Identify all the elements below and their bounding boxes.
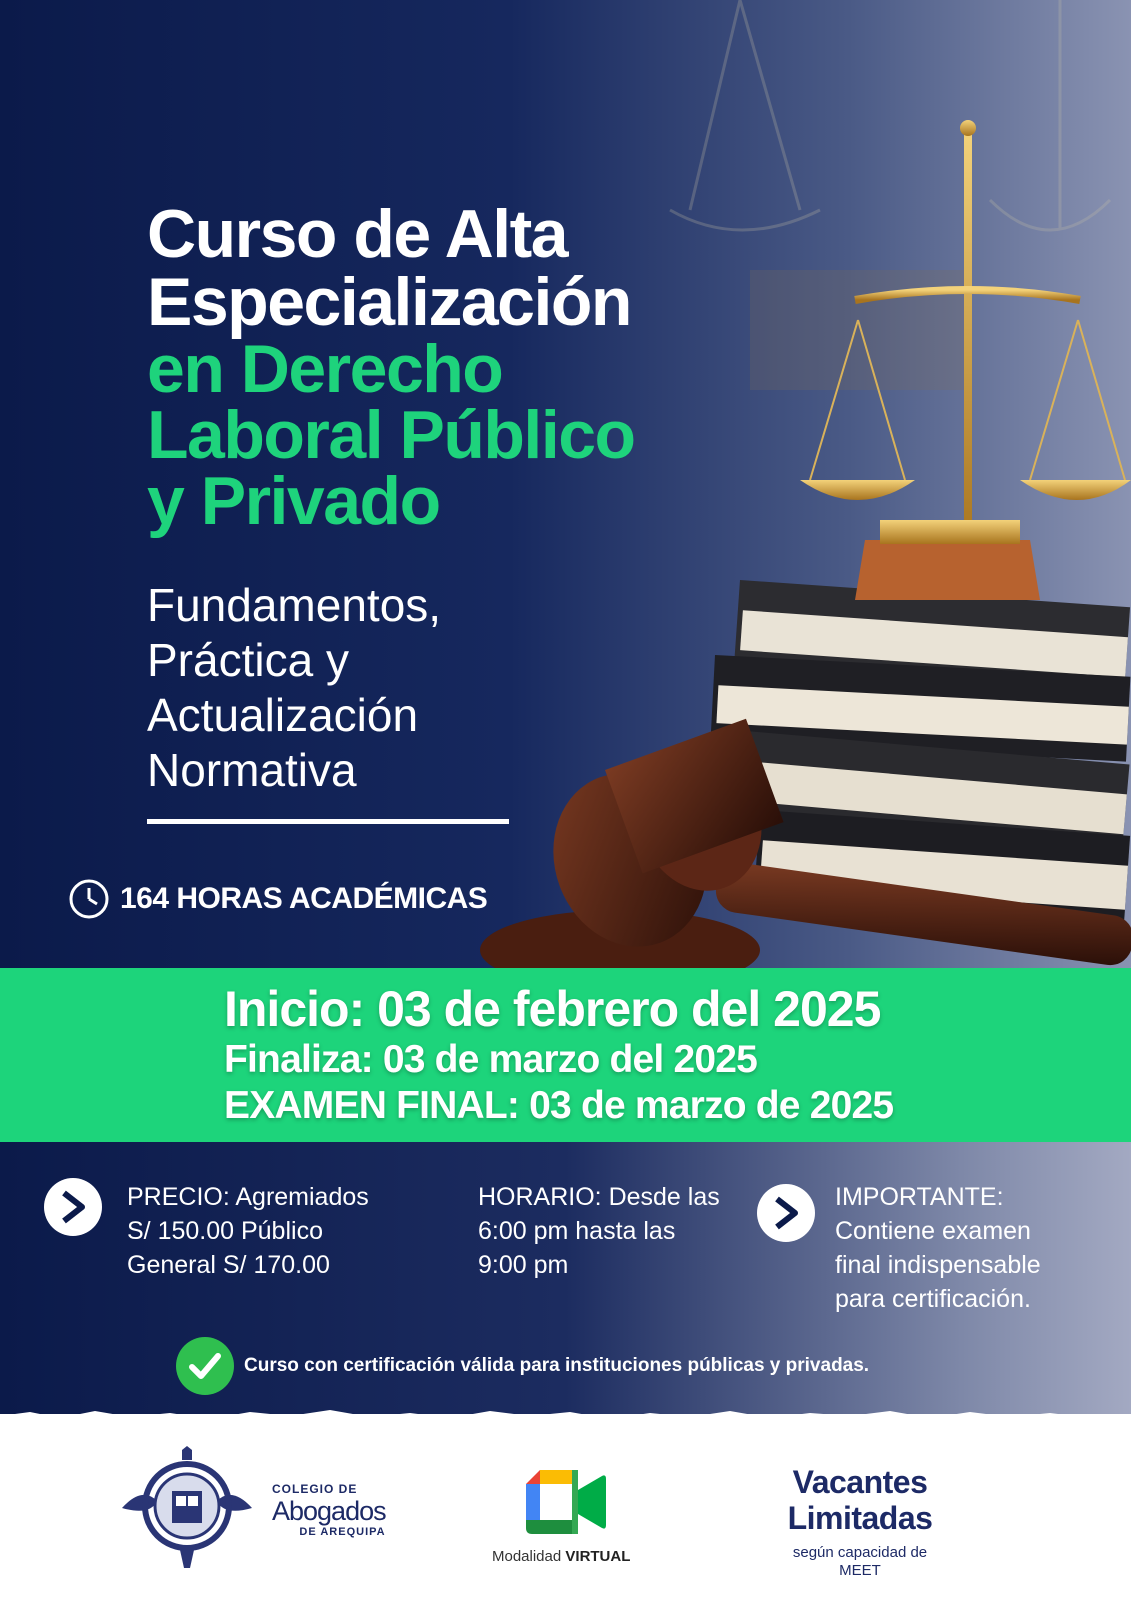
vacancies-title: Vacantes: [792, 1464, 928, 1500]
price-line: S/ 150.00 Público: [127, 1217, 323, 1245]
important-line: para certificación.: [835, 1285, 1031, 1313]
price-line: PRECIO: Agremiados: [127, 1183, 369, 1211]
end-date: Finaliza: 03 de marzo del 2025: [224, 1038, 758, 1081]
colegio-abogados-seal-logo: [112, 1446, 262, 1570]
price-info: [127, 1180, 427, 1282]
clock-icon: [68, 878, 110, 920]
modality-value: VIRTUAL: [565, 1548, 631, 1565]
subtitle-line: Normativa: [147, 744, 357, 796]
subtitle-line: Fundamentos,: [147, 579, 442, 631]
college-small-label: COLEGIO DE: [272, 1482, 358, 1496]
vacancies-note-line: según capacidad de: [792, 1544, 928, 1561]
dates-band: [0, 968, 1131, 1142]
price-line: General S/ 170.00: [127, 1251, 330, 1279]
vacancies-note: [760, 1544, 960, 1580]
title-line-highlight: en Derecho: [147, 331, 503, 407]
vacancies-note-line: MEET: [839, 1562, 881, 1579]
course-title: [147, 196, 747, 539]
course-subtitle: [147, 578, 567, 798]
important-info: [835, 1180, 1115, 1316]
google-meet-icon: [526, 1470, 606, 1534]
college-city: DE AREQUIPA: [299, 1526, 386, 1538]
important-line: IMPORTANTE:: [835, 1183, 1004, 1211]
academic-hours: [68, 878, 487, 920]
vacancies-title: Limitadas: [787, 1500, 933, 1536]
schedule-line: HORARIO: Desde las: [478, 1183, 720, 1211]
important-line: final indispensable: [835, 1251, 1041, 1279]
modality-prefix: Modalidad: [492, 1548, 566, 1565]
title-line: Curso de Alta: [147, 196, 568, 272]
title-line-highlight: y Privado: [147, 463, 440, 539]
modality-label: [492, 1548, 630, 1565]
chevron-right-icon: [757, 1184, 815, 1242]
subtitle-line: Práctica y: [147, 634, 349, 686]
schedule-info: [478, 1180, 748, 1282]
info-section: [0, 1142, 1131, 1422]
college-name: Abogados: [272, 1496, 386, 1526]
vacancies-block: [760, 1464, 960, 1580]
colegio-abogados-wordmark: [272, 1482, 386, 1538]
divider: [147, 819, 509, 824]
chevron-right-icon: [44, 1178, 102, 1236]
certification-text: Curso con certificación válida para instituciones públicas y privadas.: [244, 1355, 870, 1376]
subtitle-line: Actualización: [147, 689, 419, 741]
start-date: Inicio: 03 de febrero del 2025: [224, 981, 881, 1037]
hours-label: 164 HORAS ACADÉMICAS: [120, 882, 488, 915]
important-line: Contiene examen: [835, 1217, 1031, 1245]
title-line-highlight: Laboral Público: [147, 397, 635, 473]
schedule-line: 6:00 pm hasta las: [478, 1217, 676, 1245]
exam-date: EXAMEN FINAL: 03 de marzo de 2025: [224, 1084, 894, 1127]
title-line: Especialización: [147, 264, 631, 340]
certification-note: [176, 1337, 869, 1395]
schedule-line: 9:00 pm: [478, 1251, 569, 1279]
check-icon: [176, 1337, 234, 1395]
